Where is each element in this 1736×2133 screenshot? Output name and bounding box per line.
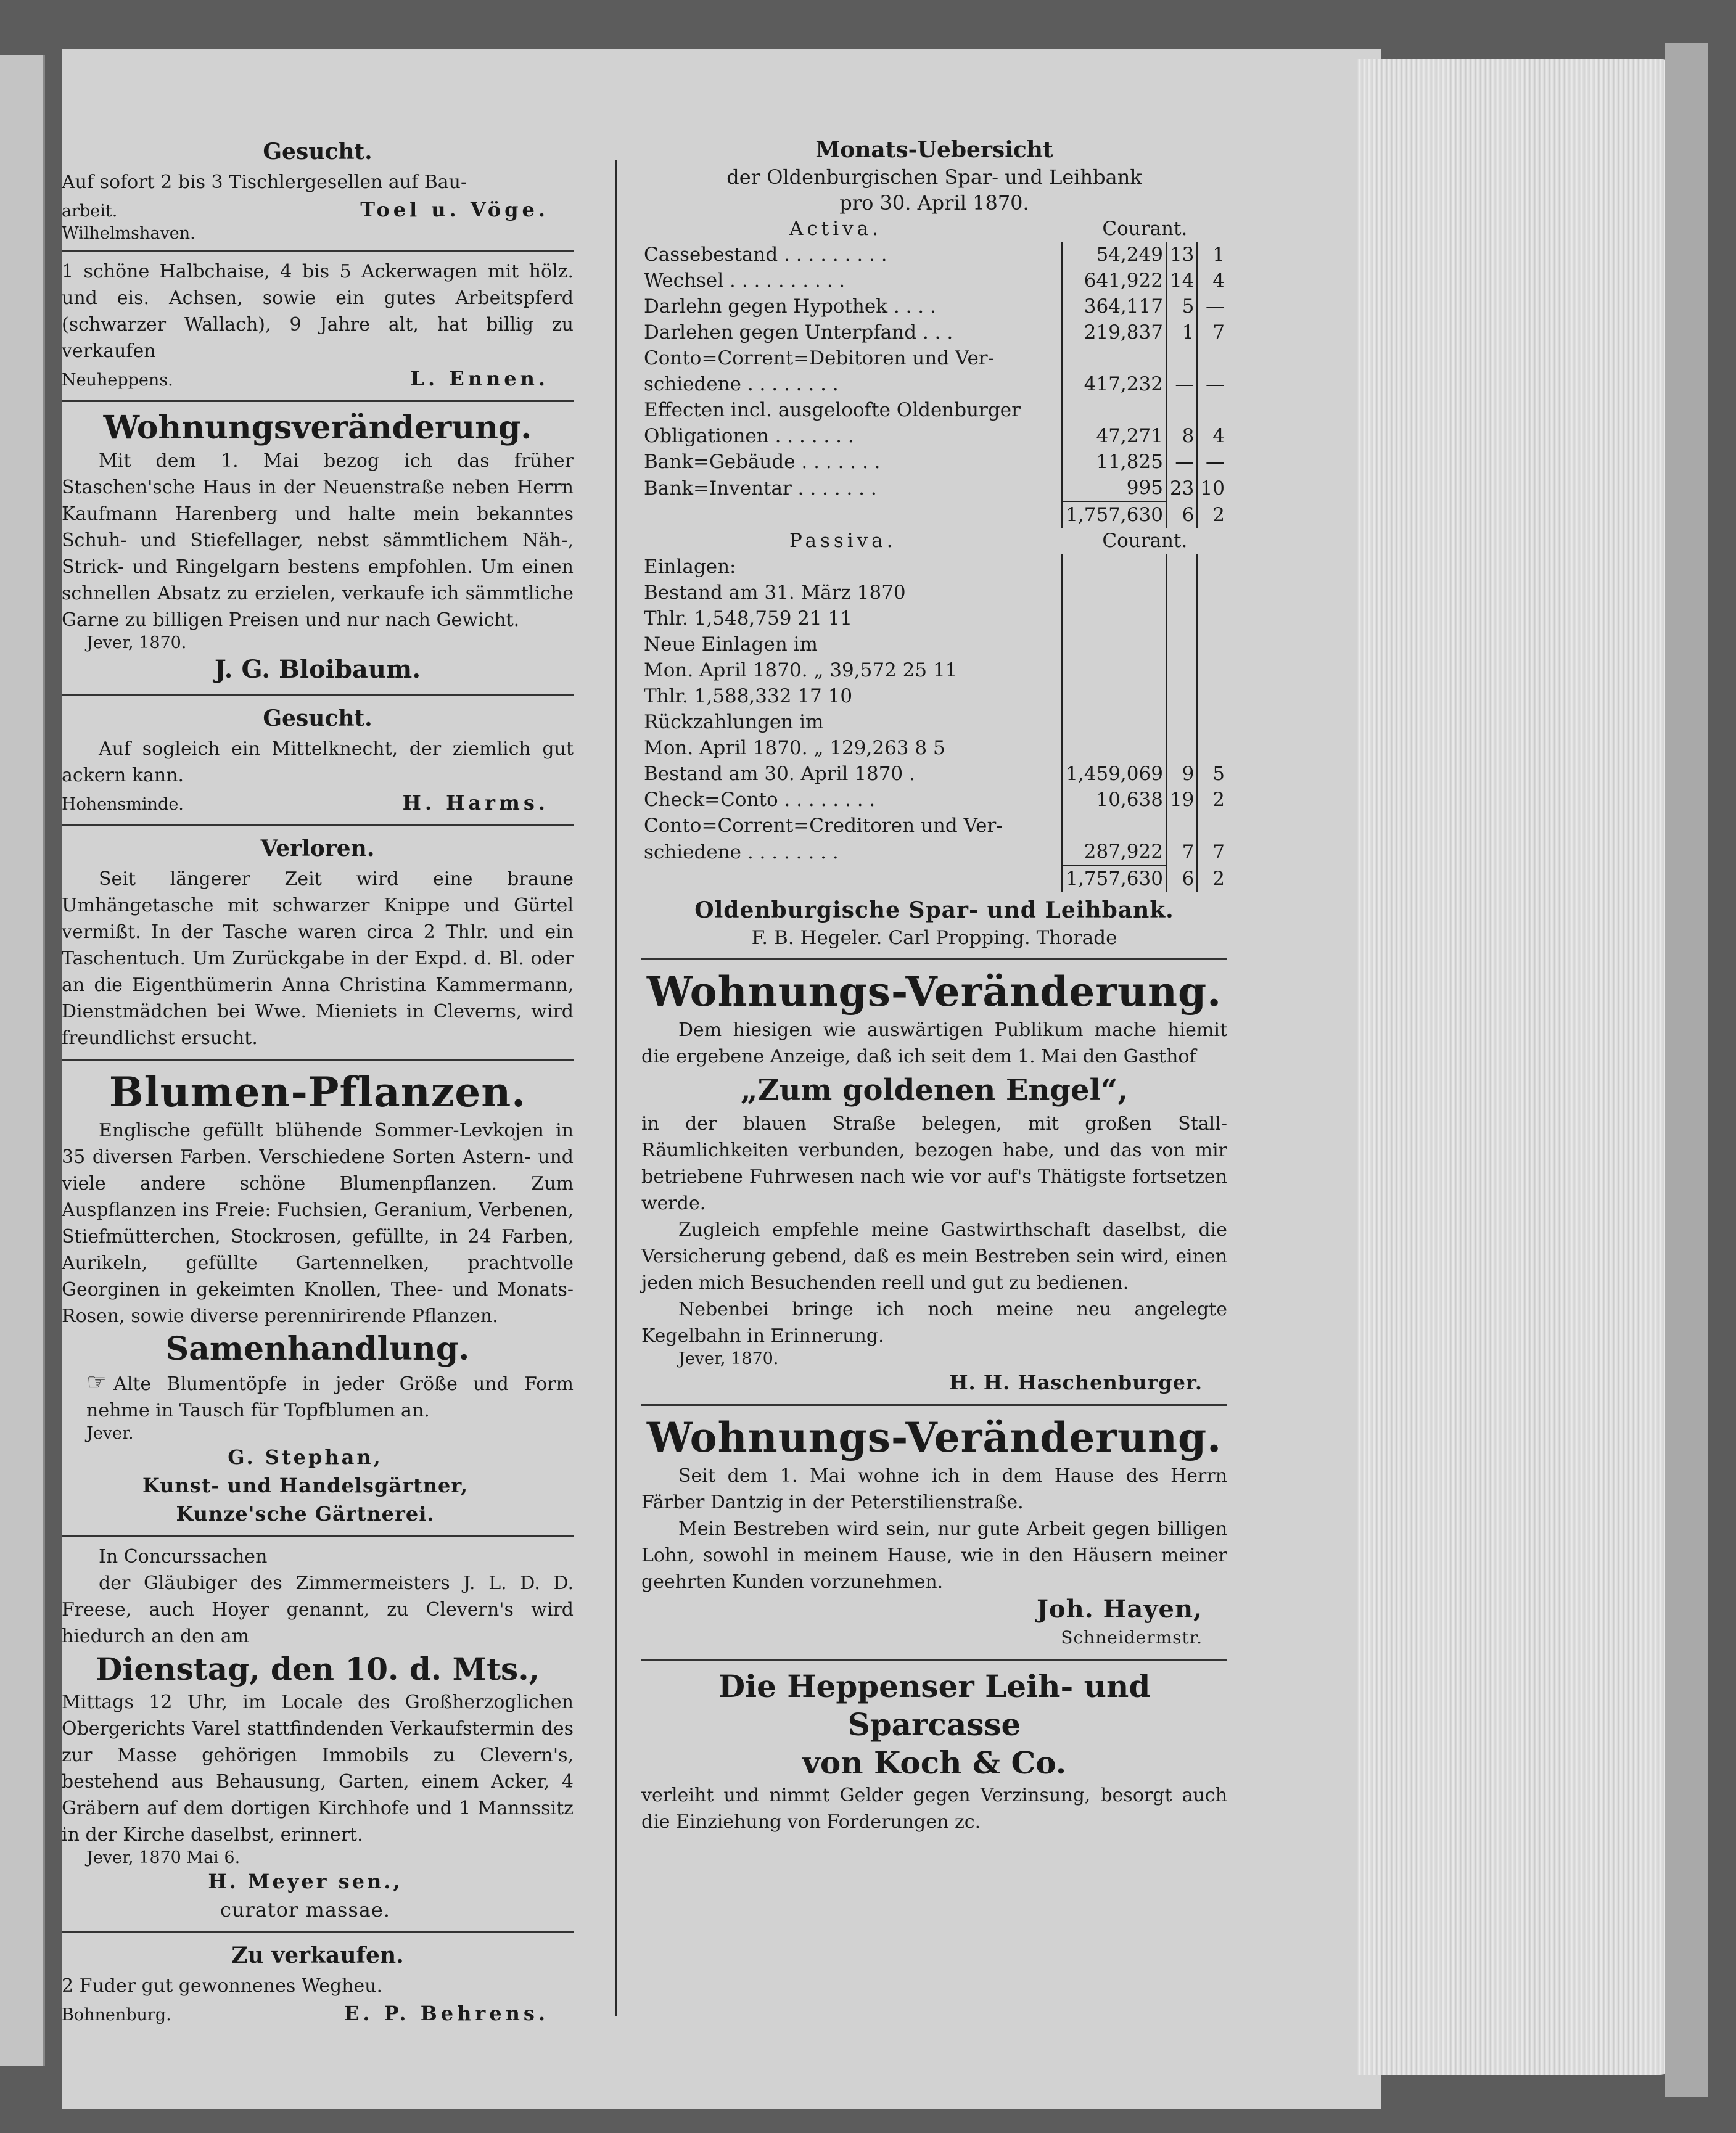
ledger-description: Thlr. 1,548,759 21 11 — [644, 607, 853, 630]
ad-text: 1 schöne Halbchaise, 4 bis 5 Ackerwagen mit hölz. und eis. Achsen, sowie ein gutes Arbeitspferd (schwarzer Wallach), 9 Jahre alt, hat billig zu verkaufen — [62, 261, 574, 362]
ledger-row — [641, 319, 1227, 345]
ledger-pfennig — [1197, 554, 1227, 580]
ledger-description: Obligationen . . . . . . . — [644, 425, 854, 447]
activa-rows — [641, 242, 1227, 501]
ledger-blank — [641, 501, 1063, 528]
ad-place: Neuheppens. — [62, 371, 173, 390]
ledger-amount: 417,232 — [1063, 371, 1166, 397]
ledger-pfennig: 2 — [1197, 865, 1227, 892]
ad-title: von Koch & Co. — [802, 1745, 1067, 1781]
ledger-groschen — [1166, 709, 1197, 735]
left-column — [62, 129, 574, 2035]
ad-title: Wohnungs-Veränderung. — [646, 1413, 1222, 1461]
ledger-amount — [1063, 554, 1166, 580]
ad-place: Jever. — [86, 1424, 134, 1443]
ledger-description: Darlehn gegen Hypothek . . . . — [644, 295, 936, 318]
ledger-description: Conto=Corrent=Debitoren und Ver- — [644, 347, 995, 369]
ledger-pfennig — [1197, 735, 1227, 761]
ad-heppenser-sparcasse — [641, 1661, 1227, 1843]
ledger-amount: 641,922 — [1063, 268, 1166, 294]
ad-text: Auf sogleich ein Mittelknecht, der ziemlich gut ackern kann. — [62, 738, 574, 786]
ledger-amount — [1063, 345, 1166, 371]
ad-place: Bohnenburg. — [62, 2005, 171, 2024]
ad-wohnungsveraenderung-hayen — [641, 1406, 1227, 1661]
ledger-row — [641, 449, 1227, 475]
ledger-row — [641, 709, 1227, 735]
ledger-description: Darlehen gegen Unterpfand . . . — [644, 321, 953, 343]
ad-text: in der blauen Straße belegen, mit großen Stall-Räumlichkeiten verbunden, bezogen habe, und das von mir betriebene Fuhrwesen nach wie vor auf's Thätigste fortsetzen werde. — [641, 1113, 1227, 1214]
ledger-row — [641, 294, 1227, 319]
activa-total-row — [641, 501, 1227, 528]
ad-signature: Toel u. Vöge. — [360, 198, 549, 221]
ledger-table-activa — [641, 216, 1227, 892]
book-page-stack — [1357, 59, 1684, 2075]
ledger-pfennig — [1197, 683, 1227, 709]
ledger-pfennig — [1197, 631, 1227, 657]
ad-concurssachen — [62, 1537, 574, 1933]
ad-place: Wilhelmshaven. — [62, 224, 195, 243]
ad-wohnungsveraenderung-bloibaum — [62, 402, 574, 696]
ledger-groschen — [1166, 683, 1197, 709]
ad-signature-line: Kunst- und Handelsgärtner, — [142, 1474, 469, 1497]
ad-monats-uebersicht — [641, 129, 1227, 960]
ledger-groschen: 8 — [1166, 423, 1197, 449]
ledger-description: Bestand am 30. April 1870 . — [644, 763, 915, 785]
ledger-pfennig: 2 — [1197, 787, 1227, 813]
ledger-pfennig: — — [1197, 371, 1227, 397]
passiva-rows — [641, 554, 1227, 865]
ledger-groschen — [1166, 345, 1197, 371]
ledger-row — [641, 813, 1227, 839]
ledger-groschen: 19 — [1166, 787, 1197, 813]
ledger-pfennig: 1 — [1197, 242, 1227, 268]
ad-signature: J. G. Bloibaum. — [214, 655, 421, 684]
ad-text: verleiht und nimmt Gelder gegen Verzinsung, besorgt auch die Einziehung von Forderungen zc. — [641, 1785, 1227, 1833]
ad-text: Seit längerer Zeit wird eine braune Umhängetasche mit schwarzer Knippe und Gürtel vermißt. In der Tasche waren circa 2 Thlr. und ein Taschentuch. Um Zurückgabe in der Expd. d. Bl. oder an die Eigenthümerin Anna Christina Kammermann, Dienstmädchen bei Wwe. Mieniets in Cleverns, wird freundlichst ersucht. — [62, 868, 574, 1049]
inn-name: „Zum goldenen Engel“, — [740, 1073, 1129, 1108]
ledger-amount: 995 — [1063, 475, 1166, 501]
ledger-groschen — [1166, 631, 1197, 657]
ledger-description: Thlr. 1,588,332 17 10 — [644, 685, 853, 707]
ad-signature: H. Meyer sen., — [208, 1870, 403, 1893]
ledger-pfennig: — — [1197, 294, 1227, 319]
ledger-pfennig: 4 — [1197, 423, 1227, 449]
pointing-hand-icon: ☞ — [86, 1368, 108, 1395]
ad-title: Gesucht. — [263, 705, 372, 731]
ledger-title: Monats-Uebersicht — [815, 137, 1053, 163]
ledger-pfennig — [1197, 397, 1227, 423]
ad-row — [62, 364, 574, 393]
ledger-pfennig — [1197, 709, 1227, 735]
ledger-groschen: 23 — [1166, 475, 1197, 501]
ad-signature: G. Stephan, — [228, 1445, 383, 1469]
ledger-groschen — [1166, 580, 1197, 606]
ledger-description: Bank=Inventar . . . . . . . — [644, 477, 877, 499]
ad-signature-line: Schneidermstr. — [1061, 1627, 1203, 1648]
ledger-header-row — [641, 528, 1227, 554]
ledger-row — [641, 787, 1227, 813]
ledger-description: Bestand am 31. März 1870 — [644, 582, 906, 604]
column-rule — [615, 160, 617, 2016]
ad-place: Jever, 1870. — [678, 1349, 779, 1368]
ledger-amount — [1063, 397, 1166, 423]
ledger-pfennig: 7 — [1197, 319, 1227, 345]
ledger-pfennig — [1197, 813, 1227, 839]
ad-text: Englische gefüllt blühende Sommer-Levkojen in 35 diversen Farben. Verschiedene Sorten Astern- und viele andere schöne Blumenpflanzen. Zum Auspflanzen ins Freie: Fuchsien, Geranium, Verbenen, Stiefmütterchen, Stockrosen, gefüllte, in 24 Farben, Aurikeln, gefüllte Gartennelken, prachtvolle Georginen in gekeimten Knollen, Thee- und Monats-Rosen, sowie diverse perennirirende Pflanzen. — [62, 1120, 574, 1327]
ad-text: der Gläubiger des Zimmermeisters J. L. D. D. Freese, auch Hoyer genannt, zu Clevern's wird hiedurch an den am — [62, 1572, 574, 1647]
ledger-amount — [1063, 631, 1166, 657]
ad-title: Gesucht. — [263, 139, 372, 165]
ledger-groschen: — — [1166, 449, 1197, 475]
ledger-groschen — [1166, 735, 1197, 761]
ad-text: Seit dem 1. Mai wohne ich in dem Hause des Herrn Färber Dantzig in der Peterstilienstraße. — [641, 1465, 1227, 1513]
ad-goldener-engel — [641, 960, 1227, 1406]
ad-title: Wohnungs-Veränderung. — [646, 968, 1222, 1016]
ledger-amount: 11,825 — [1063, 449, 1166, 475]
ledger-row — [641, 397, 1227, 423]
ledger-row — [641, 631, 1227, 657]
ledger-amount — [1063, 813, 1166, 839]
ledger-row — [641, 839, 1227, 865]
ledger-amount — [1063, 735, 1166, 761]
ad-gesucht-tischler — [62, 129, 574, 252]
ledger-description: Cassebestand . . . . . . . . . — [644, 244, 887, 266]
courant-label: Courant. — [1102, 218, 1188, 240]
ledger-description: schiedene . . . . . . . . — [644, 373, 839, 395]
ledger-pfennig — [1197, 580, 1227, 606]
ad-title: Zu verkaufen. — [231, 1942, 404, 1968]
ledger-amount: 47,271 — [1063, 423, 1166, 449]
ad-blumen-pflanzen — [62, 1061, 574, 1537]
ad-subtitle: Samenhandlung. — [165, 1330, 470, 1368]
ad-signature: E. P. Behrens. — [343, 2002, 549, 2025]
ledger-groschen: 14 — [1166, 268, 1197, 294]
ad-text: 2 Fuder gut gewonnenes Wegheu. — [62, 1975, 383, 1997]
ad-text: arbeit. — [62, 202, 118, 221]
ledger-row — [641, 268, 1227, 294]
ad-text: Nebenbei bringe ich noch meine neu angelegte Kegelbahn in Erinnerung. — [641, 1299, 1227, 1347]
ledger-description: Rückzahlungen im — [644, 711, 824, 733]
ledger-row — [641, 735, 1227, 761]
ledger-amount — [1063, 683, 1166, 709]
ledger-groschen — [1166, 397, 1197, 423]
bank-name: Oldenburgische Spar- und Leihbank. — [694, 897, 1174, 923]
ad-row — [62, 789, 574, 817]
ledger-row — [641, 683, 1227, 709]
right-column — [641, 129, 1227, 1843]
ad-row — [62, 195, 574, 224]
ledger-row — [641, 657, 1227, 683]
ledger-blank — [641, 865, 1063, 892]
ledger-groschen — [1166, 813, 1197, 839]
ad-signature-line: Kunze'sche Gärtnerei. — [176, 1502, 435, 1526]
ad-text: Mittags 12 Uhr, im Locale des Großherzoglichen Obergerichts Varel stattfindenden Verkaufstermin des zur Masse gehörigen Immobils zu Clevern's, bestehend aus Behausung, Garten, einem Acker, 4 Gräbern auf dem dortigen Kirchhofe und 1 Mannssitz in der Kirche daselbst, erinnert. — [62, 1691, 574, 1846]
passiva-total-row — [641, 865, 1227, 892]
ad-gesucht-mittelknecht — [62, 696, 574, 826]
ad-zu-verkaufen — [62, 1933, 574, 2035]
ledger-groschen: 13 — [1166, 242, 1197, 268]
ledger-amount: 10,638 — [1063, 787, 1166, 813]
ledger-pfennig — [1197, 606, 1227, 631]
ledger-amount — [1063, 580, 1166, 606]
ledger-groschen: 6 — [1166, 865, 1197, 892]
ad-text: Alte Blumentöpfe in jeder Größe und Form nehme in Tausch für Topfblumen an. — [86, 1373, 574, 1421]
ledger-pfennig: 7 — [1197, 839, 1227, 865]
ad-place: Jever, 1870. — [86, 633, 187, 652]
bank-directors: F. B. Hegeler. Carl Propping. Thorade — [751, 927, 1117, 949]
ledger-pfennig: 4 — [1197, 268, 1227, 294]
ledger-amount: 219,837 — [1063, 319, 1166, 345]
ad-title: Verloren. — [260, 836, 375, 861]
ledger-description: Einlagen: — [644, 556, 736, 578]
ledger-groschen — [1166, 554, 1197, 580]
ledger-row — [641, 761, 1227, 787]
ledger-subtitle: pro 30. April 1870. — [839, 191, 1029, 215]
ledger-amount: 54,249 — [1063, 242, 1166, 268]
ledger-amount: 287,922 — [1063, 839, 1166, 865]
ledger-groschen: 5 — [1166, 294, 1197, 319]
ledger-header-row — [641, 216, 1227, 242]
ledger-groschen: 6 — [1166, 501, 1197, 528]
ledger-groschen: — — [1166, 371, 1197, 397]
ad-text: Mein Bestreben wird sein, nur gute Arbeit gegen billigen Lohn, sowohl in meinem Hause, wie in den Häusern meiner geehrten Kunden vorzunehmen. — [641, 1518, 1227, 1593]
ledger-pfennig: 2 — [1197, 501, 1227, 528]
ad-title: Wohnungsveränderung. — [103, 409, 532, 446]
ad-signature-line: curator massae. — [220, 1898, 390, 1921]
ad-place: Jever, 1870 Mai 6. — [86, 1848, 241, 1867]
ledger-row — [641, 580, 1227, 606]
ledger-description: Effecten incl. ausgeloofte Oldenburger — [644, 399, 1021, 421]
ledger-pfennig: — — [1197, 449, 1227, 475]
ad-text: In Concurssachen — [99, 1546, 268, 1568]
ad-verloren — [62, 826, 574, 1061]
ad-text: Auf sofort 2 bis 3 Tischlergesellen auf Bau- — [62, 171, 467, 193]
ledger-pfennig — [1197, 345, 1227, 371]
ledger-description: Neue Einlagen im — [644, 633, 818, 656]
ledger-subtitle: der Oldenburgischen Spar- und Leihbank — [726, 165, 1142, 189]
ledger-row — [641, 345, 1227, 371]
ledger-amount — [1063, 657, 1166, 683]
ad-signature: H. H. Haschenburger. — [949, 1371, 1203, 1394]
ledger-description: schiedene . . . . . . . . — [644, 840, 839, 863]
ledger-amount: 1,459,069 — [1063, 761, 1166, 787]
ledger-pfennig — [1197, 657, 1227, 683]
book-cover-edge — [1665, 43, 1708, 2097]
ledger-amount: 1,757,630 — [1063, 501, 1166, 528]
ad-row — [62, 1999, 574, 2028]
ad-text: Mit dem 1. Mai bezog ich das früher Staschen'sche Haus in der Neuenstraße neben Herrn Kaufmann Harenberg und halte mein bekanntes Schuh- und Stiefellager, nebst sämmtlichem Näh-, Strick- und Ringelgarn bestens empfohlen. Um einen schnellen Absatz zu erzielen, verkaufe ich sämmtliche Garne zu billigen Preisen und nur nach Gewicht. — [62, 450, 574, 631]
ad-title: Blumen-Pflanzen. — [109, 1068, 527, 1116]
ad-place: Hohensminde. — [62, 795, 184, 814]
ledger-amount — [1063, 606, 1166, 631]
activa-label: Activa. — [789, 218, 882, 240]
ledger-description: Wechsel . . . . . . . . . . — [644, 269, 845, 292]
ad-text: Dem hiesigen wie auswärtigen Publikum mache hiemit die ergebene Anzeige, daß ich seit dem 1. Mai den Gasthof — [641, 1019, 1227, 1067]
ledger-pfennig: 5 — [1197, 761, 1227, 787]
ledger-row — [641, 475, 1227, 501]
ad-halbchaise — [62, 252, 574, 402]
ledger-description: Bank=Gebäude . . . . . . . — [644, 451, 881, 473]
ad-signature: H. Harms. — [402, 791, 549, 815]
ledger-row — [641, 423, 1227, 449]
ledger-row — [641, 371, 1227, 397]
ledger-amount: 364,117 — [1063, 294, 1166, 319]
ledger-amount — [1063, 709, 1166, 735]
ledger-groschen: 9 — [1166, 761, 1197, 787]
ledger-groschen: 1 — [1166, 319, 1197, 345]
courant-label: Courant. — [1102, 530, 1188, 552]
ledger-description: Mon. April 1870. „ 39,572 25 11 — [644, 659, 958, 681]
ledger-description: Check=Conto . . . . . . . . — [644, 789, 876, 811]
ledger-row — [641, 554, 1227, 580]
passiva-label: Passiva. — [789, 530, 897, 552]
ad-signature: Joh. Hayen, — [1037, 1595, 1203, 1624]
ad-text: Zugleich empfehle meine Gastwirthschaft daselbst, die Versicherung gebend, daß es mein Bestreben sein wird, einen jeden mich Besuchenden reell und gut zu bedienen. — [641, 1219, 1227, 1294]
previous-page-edge — [0, 55, 45, 2066]
ledger-groschen — [1166, 606, 1197, 631]
ledger-row — [641, 242, 1227, 268]
ad-date: Dienstag, den 10. d. Mts., — [95, 1651, 540, 1687]
ad-title: Die Heppenser Leih- und Sparcasse — [718, 1668, 1151, 1743]
ledger-description: Mon. April 1870. „ 129,263 8 5 — [644, 737, 945, 759]
ledger-amount: 1,757,630 — [1063, 865, 1166, 892]
ledger-row — [641, 606, 1227, 631]
ad-signature: L. Ennen. — [410, 367, 549, 390]
ledger-groschen — [1166, 657, 1197, 683]
ledger-pfennig: 10 — [1197, 475, 1227, 501]
ledger-groschen: 7 — [1166, 839, 1197, 865]
ledger-description: Conto=Corrent=Creditoren und Ver- — [644, 815, 1003, 837]
